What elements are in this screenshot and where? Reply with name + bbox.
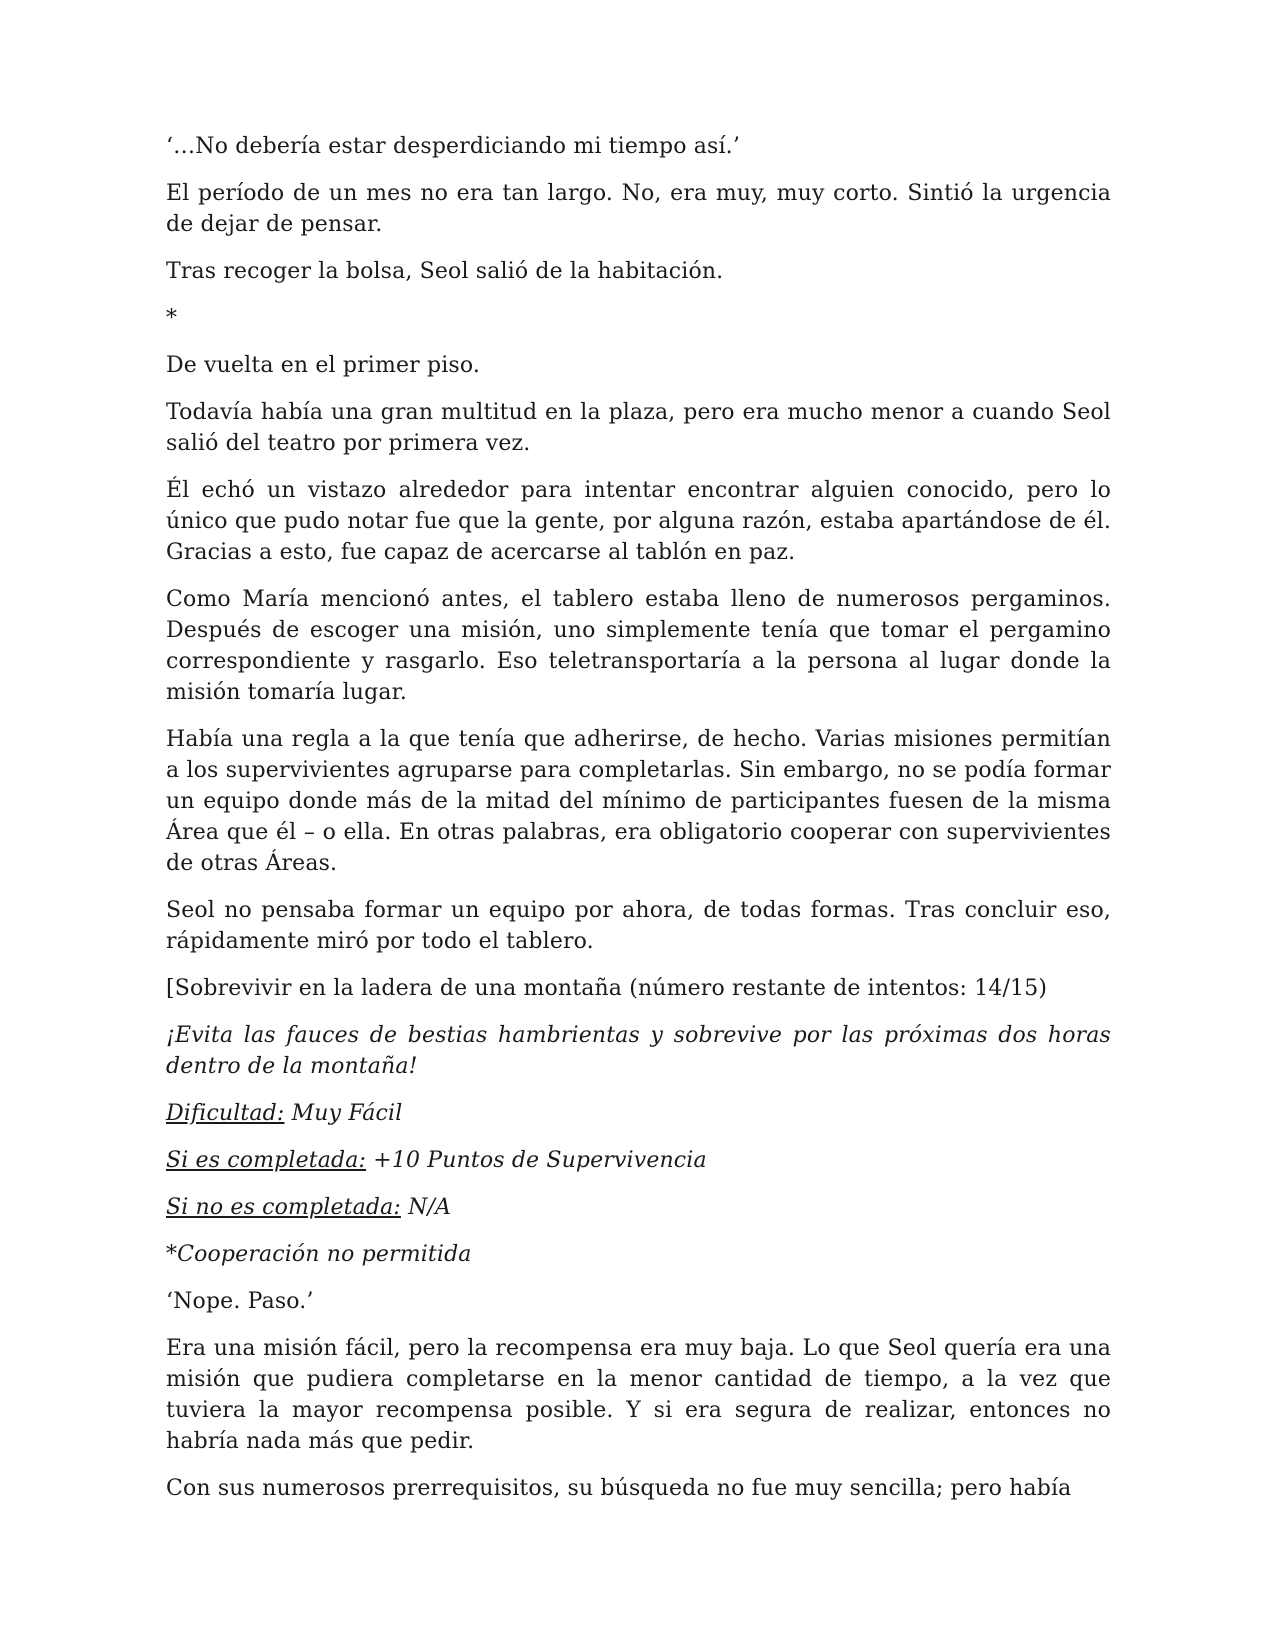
success-label: Si es completada:	[166, 1148, 367, 1173]
paragraph: ‘…No debería estar desperdiciando mi tiempo así.’	[166, 134, 740, 159]
difficulty-value: Muy Fácil	[284, 1101, 403, 1126]
paragraph: Había una regla a la que tenía que adherirse, de hecho. Varias misiones permitían a los supervivientes agruparse para completarlas. Sin embargo, no se podía formar un equipo donde más de la mitad del mínimo de participantes fuesen de la misma Área que él – o ella. En otras palabras, era obligatorio cooperar con supervivientes de otras Áreas.	[166, 727, 1111, 876]
paragraph: El período de un mes no era tan largo. No, era muy, muy corto. Sintió la urgencia de dejar de pensar.	[166, 181, 1111, 237]
paragraph: Tras recoger la bolsa, Seol salió de la habitación.	[166, 259, 724, 284]
paragraph: ‘Nope. Paso.’	[166, 1289, 314, 1314]
mission-title: [Sobrevivir en la ladera de una montaña (número restante de intentos: 14/15)	[166, 976, 1048, 1001]
mission-note: *Cooperación no permitida	[166, 1242, 472, 1267]
paragraph: Seol no pensaba formar un equipo por ahora, de todas formas. Tras concluir eso, rápidamente miró por todo el tablero.	[166, 898, 1111, 954]
success-value: +10 Puntos de Supervivencia	[366, 1148, 707, 1173]
document-page	[166, 131, 1111, 1520]
failure-value: N/A	[400, 1195, 452, 1220]
paragraph: Todavía había una gran multitud en la plaza, pero era mucho menor a cuando Seol salió del teatro por primera vez.	[166, 400, 1111, 456]
failure-label: Si no es completada:	[166, 1195, 401, 1220]
mission-description: ¡Evita las fauces de bestias hambrientas y sobrevive por las próximas dos horas dentro de la montaña!	[166, 1023, 1111, 1079]
paragraph: Era una misión fácil, pero la recompensa era muy baja. Lo que Seol quería era una misión que pudiera completarse en la menor cantidad de tiempo, a la vez que tuviera la mayor recompensa posible. Y si era segura de realizar, entonces no habría nada más que pedir.	[166, 1336, 1111, 1454]
scene-separator: *	[166, 306, 178, 331]
mission-difficulty	[166, 1098, 1111, 1129]
paragraph: De vuelta en el primer piso.	[166, 353, 480, 378]
mission-failure	[166, 1192, 1111, 1223]
paragraph: Con sus numerosos prerrequisitos, su búsqueda no fue muy sencilla; pero había	[166, 1476, 1072, 1501]
difficulty-label: Dificultad:	[166, 1101, 285, 1126]
mission-success	[166, 1145, 1111, 1176]
paragraph: Como María mencionó antes, el tablero estaba lleno de numerosos pergaminos. Después de escoger una misión, uno simplemente tenía que tomar el pergamino correspondiente y rasgarlo. Eso teletransportaría a la persona al lugar donde la misión tomaría lugar.	[166, 587, 1111, 705]
paragraph: Él echó un vistazo alrededor para intentar encontrar alguien conocido, pero lo único que pudo notar fue que la gente, por alguna razón, estaba apartándose de él. Gracias a esto, fue capaz de acercarse al tablón en paz.	[166, 478, 1111, 565]
